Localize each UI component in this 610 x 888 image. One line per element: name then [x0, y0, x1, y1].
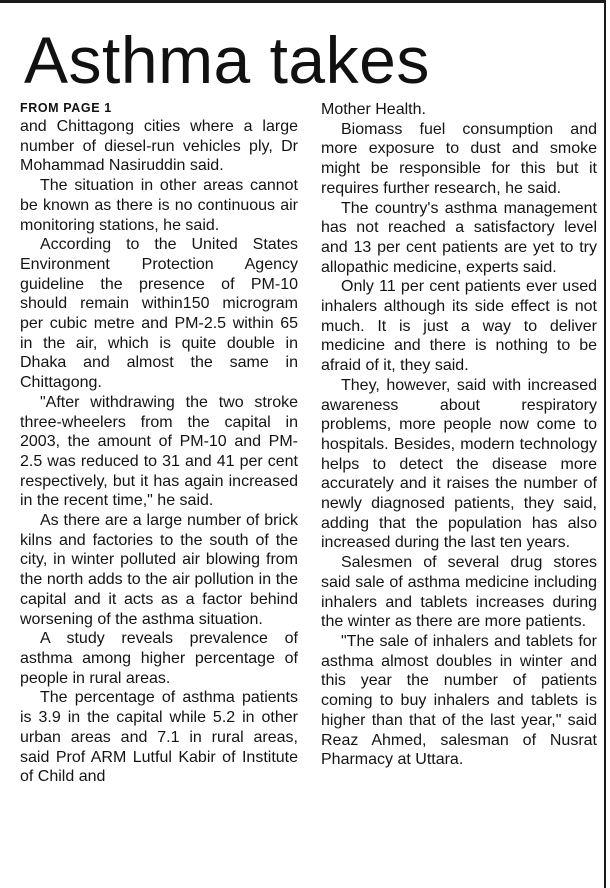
left-column: [20, 100, 298, 787]
paragraph: "After withdrawing the two stroke three-wheelers from the capital in 2003, the amount of PM-10 and PM-2.5 was reduced to 31 and 41 per cent respectively, but it has again increased in the recent time," he said.: [20, 393, 298, 510]
paragraph: "The sale of inhalers and tablets for asthma almost doubles in winter and this year the number of patients coming to buy inhalers and tablets is higher than that of the last year," said Reaz Ahmed, salesman of Nusrat Pharmacy at Uttara.: [321, 632, 597, 769]
top-border-rule: [0, 0, 604, 3]
paragraph: The situation in other areas cannot be known as there is no continuous air monitoring stations, he said.: [20, 177, 298, 234]
paragraph: As there are a large number of brick kilns and factories to the south of the city, in winter polluted air blowing from the north adds to the air pollution in the capital and it acts as a factor behind worsening of the asthma situation.: [20, 512, 298, 628]
headline: Asthma takes: [24, 23, 430, 97]
paragraph: According to the United States Environment Protection Agency guideline the presence of PM-10 should remain within150 microgram per cubic metre and PM-2.5 within 65 in the air, which is quite double in Dhaka and almost the same in Chittagong.: [20, 236, 298, 392]
continuation-kicker: FROM PAGE 1: [20, 101, 112, 115]
paragraph: A study reveals prevalence of asthma among higher percentage of people in rural areas.: [20, 630, 298, 687]
right-column: [321, 100, 597, 770]
paragraph: Salesmen of several drug stores said sale of asthma medicine including inhalers and tablets increases during the winter as there are more patients.: [321, 554, 597, 631]
right-border-rule: [604, 0, 606, 888]
paragraph: The country's asthma management has not reached a satisfactory level and 13 per cent patients are yet to try allopathic medicine, experts said.: [321, 199, 597, 276]
paragraph: Biomass fuel consumption and more exposure to dust and smoke might be responsible for this but it requires further research, he said.: [321, 120, 597, 197]
paragraph: Mother Health.: [321, 101, 426, 118]
paragraph: The percentage of asthma patients is 3.9 in the capital while 5.2 in other urban areas and 7.1 in rural areas, said Prof ARM Lutful Kabir of Institute of Child and: [20, 689, 298, 786]
paragraph: Only 11 per cent patients ever used inhalers although its side effect is not much. It is just a way to deliver medicine and there is nothing to be afraid of it, they said.: [321, 278, 597, 375]
paragraph: They, however, said with increased awareness about respiratory problems, more people now come to hospitals. Besides, modern technology helps to detect the disease more accurately and it raises the number of newly diagnosed patients, they said, adding that the population has also increased during the last ten years.: [321, 376, 597, 552]
paragraph: and Chittagong cities where a large number of diesel-run vehicles ply, Dr Mohammad Nasiruddin said.: [20, 118, 298, 175]
